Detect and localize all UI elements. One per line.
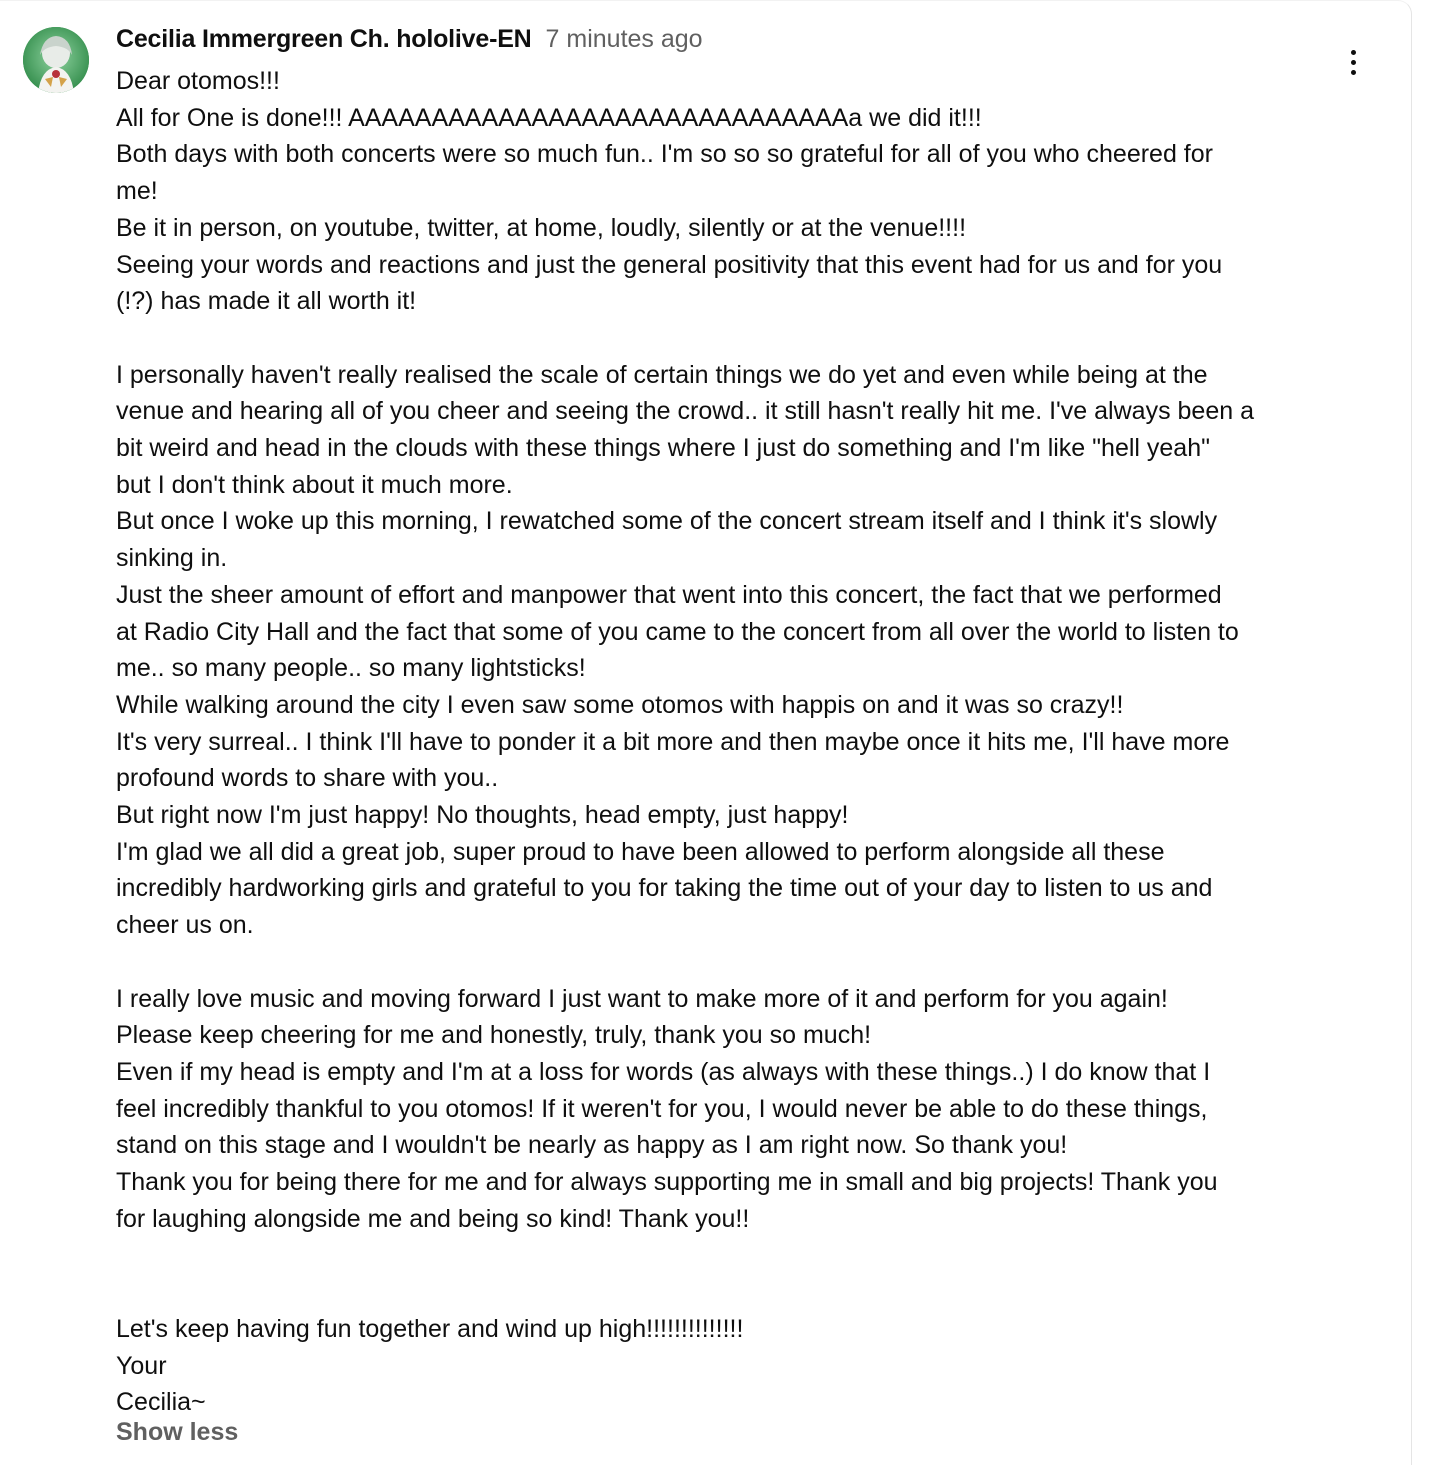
comment-line: But once I woke up this morning, I rewatched some of the concert stream itself and I think it's slowly bbox=[116, 507, 1218, 536]
comment-line: I really love music and moving forward I just want to make more of it and perform for you again! bbox=[116, 984, 1168, 1013]
comment-line: But right now I'm just happy! No thoughts, head empty, just happy! bbox=[116, 801, 849, 830]
comment-line: bit weird and head in the clouds with these things where I just do something and I'm like "hell yeah" bbox=[116, 434, 1210, 463]
comment-line: me! bbox=[116, 177, 158, 206]
avatar[interactable] bbox=[23, 27, 89, 93]
comment-line: cheer us on. bbox=[116, 911, 254, 940]
comment-line: Both days with both concerts were so much fun.. I'm so so so grateful for all of you who cheered for bbox=[116, 140, 1213, 169]
comment-line: sinking in. bbox=[116, 544, 228, 573]
comment-line: Cecilia~ bbox=[116, 1388, 206, 1417]
comment-line bbox=[116, 1274, 1326, 1311]
comment-line: but I don't think about it much more. bbox=[116, 470, 513, 499]
comment-timestamp[interactable]: 7 minutes ago bbox=[545, 25, 703, 53]
comment-line bbox=[116, 944, 1326, 981]
comment-line bbox=[116, 1237, 1326, 1274]
comment-header bbox=[116, 25, 703, 54]
comment-line: Please keep cheering for me and honestly, truly, thank you so much! bbox=[116, 1021, 872, 1050]
avatar-image bbox=[23, 27, 89, 93]
comment-line: me.. so many people.. so many lightsticks! bbox=[116, 654, 586, 683]
comment-line: Just the sheer amount of effort and manpower that went into this concert, the fact that we performed bbox=[116, 580, 1222, 609]
comment-line: While walking around the city I even saw some otomos with happis on and it was so crazy!! bbox=[116, 690, 1124, 719]
comment-line: for laughing alongside me and being so kind! Thank you!! bbox=[116, 1204, 750, 1233]
comment-line: Let's keep having fun together and wind up high!!!!!!!!!!!!!! bbox=[116, 1314, 744, 1343]
comment-line: venue and hearing all of you cheer and seeing the crowd.. it still hasn't really hit me. I've always been a bbox=[116, 397, 1254, 426]
comment-line: I personally haven't really realised the scale of certain things we do yet and even while being at the bbox=[116, 360, 1208, 389]
comment-line: incredibly hardworking girls and grateful to you for taking the time out of your day to listen to us and bbox=[116, 874, 1213, 903]
comment-line: Your bbox=[116, 1351, 167, 1380]
comment-line: Thank you for being there for me and for always supporting me in small and big projects! Thank you bbox=[116, 1168, 1218, 1197]
three-dots-vertical-icon bbox=[1351, 50, 1356, 55]
comment-line: (!?) has made it all worth it! bbox=[116, 287, 417, 316]
comment-line: All for One is done!!! AAAAAAAAAAAAAAAAAAAAAAAAAAAAAAa we did it!!! bbox=[116, 103, 982, 132]
comment-line: feel incredibly thankful to you otomos! If it weren't for you, I would never be able to do these things, bbox=[116, 1094, 1208, 1123]
comment-line: Even if my head is empty and I'm at a loss for words (as always with these things..) I do know that I bbox=[116, 1057, 1211, 1086]
comment-line: stand on this stage and I wouldn't be nearly as happy as I am right now. So thank you! bbox=[116, 1131, 1068, 1160]
comment-line: Be it in person, on youtube, twitter, at home, loudly, silently or at the venue!!!! bbox=[116, 213, 967, 242]
comment-line: Dear otomos!!! bbox=[116, 67, 280, 95]
more-actions-button[interactable] bbox=[1330, 39, 1376, 85]
comment-line: at Radio City Hall and the fact that some of you came to the concert from all over the world to listen to bbox=[116, 617, 1239, 646]
comment-line: profound words to share with you.. bbox=[116, 764, 499, 793]
comment-line: I'm glad we all did a great job, super proud to have been allowed to perform alongside all these bbox=[116, 837, 1165, 866]
comment-line bbox=[116, 320, 1326, 357]
author-name[interactable]: Cecilia Immergreen Ch. hololive-EN bbox=[116, 25, 532, 53]
comment-line: Seeing your words and reactions and just the general positivity that this event had for us and for you bbox=[116, 250, 1223, 279]
show-less-button[interactable]: Show less bbox=[116, 1418, 239, 1446]
comment-text bbox=[116, 63, 1326, 1421]
comment-line: It's very surreal.. I think I'll have to ponder it a bit more and then maybe once it hits me, I'll have more bbox=[116, 727, 1230, 756]
